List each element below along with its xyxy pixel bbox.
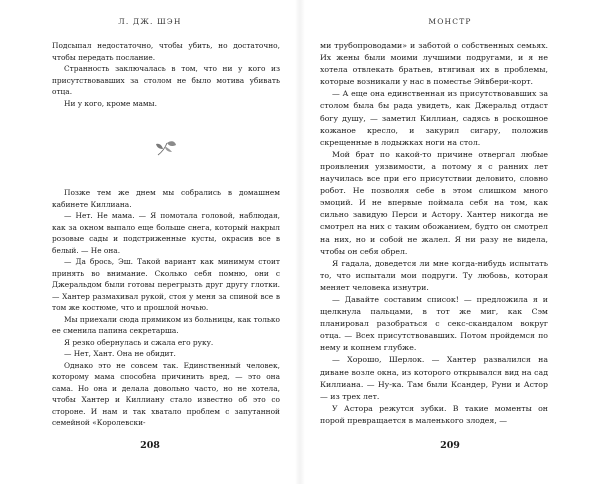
paragraph: Однако это не совсем так. Единственный человек, которому мама способна причинить вред, — это она сама. Но она и делала довольно часто, но не хотела, чтобы Хантер и Киллиану стало известно об это со стороне. И нам и так хватало проблем с запутанной семейной «Королевски- xyxy=(52,360,280,427)
paragraph: Мой брат по какой-то причине отвергал любые проявления уязвимости, а потому я с ранних лет научилась все при его присутствии деловито, словно робот. Не позволяя себе в этом слишком много эмоций. И не впервые поймала себя на том, как сильно завидую Перси и Астору. Хантер никогда не смотрел на них с таким обожанием, будто он смотрел на них, но и собой не жалел. Я ни разу не видела, чтобы он себя обрел. xyxy=(320,149,548,256)
paragraph: — Нет, Хант. Она не обидит. xyxy=(64,349,176,358)
paragraph: ми трубопроводами» и заботой о собственных семьях. Их жены были моими лучшими подругами, и я не хотела отвлекать братьев, втягивая их в проблемы, которые возникали у нас в поместье Эйвбери-корт. xyxy=(320,41,548,87)
page-number: 209 xyxy=(440,440,460,451)
paragraph: Позже тем же днем мы собрались в домашнем кабинете Киллиана. xyxy=(52,188,280,209)
paragraph: — Нет. Не мама. — Я помотала головой, наблюдая, как за окном выпало еще больше снега, который накрыл розовые сады и подстриженные кусты, окрасив все в белый. — Не она. xyxy=(52,211,280,255)
paragraph: Я гадала, доведется ли мне когда-нибудь испытать то, что испытали мои подруги. Ту любовь, которая меняет человека изнутри. xyxy=(320,258,548,292)
paragraph: — А еще она единственная из присутствовавших за столом была бы рада увидеть, как Джеральд отдаст богу душу, — заметил Киллиан, садясь в роскошное кожаное кресло, и закурил сигару, положив скрещенные в лодыжках ноги на стол. xyxy=(320,89,548,147)
paragraph: — Да брось, Эш. Такой вариант как минимум стоит принять во внимание. Сколько себя помню, они с Джеральдом были готовы перегрызть друг другу глотки. — Хантер размахивал рукой, стоя у меня за спиной все в том же костюме, что и прошлой ночью. xyxy=(52,257,280,312)
paragraph: Подсыпал недостаточно, чтобы убить, но достаточно, чтобы передать послание. xyxy=(52,41,280,62)
leaf-sprig-ornament-icon xyxy=(52,109,280,187)
running-head-author: Л. ДЖ. ШЭН xyxy=(118,17,182,26)
paragraph: — Давайте составим список! — предложила я и щелкнула пальцами, в тот же миг, как Сэм планировал разобраться с секс-скандалом вокруг отца. — Всех присутствовавших. Потом пройдемся по нему и копнем глубже. xyxy=(320,294,548,353)
left-text-block xyxy=(52,40,280,429)
paragraph: Ни у кого, кроме мамы. xyxy=(64,98,157,108)
right-page xyxy=(300,0,600,484)
running-head-title: МОНСТР xyxy=(428,17,472,26)
right-text-block xyxy=(320,40,548,427)
paragraph: Мы приехали сюда прямиком из больницы, как только ее сменила папина секретарша. xyxy=(52,314,280,335)
paragraph: — Хорошо, Шерлок. — Хантер развалился на диване возле окна, из которого открывался вид на сад Киллиана. — Ну-ка. Там были Ксандер, Руни и Астор — из трех лет. xyxy=(320,355,548,401)
paragraph: У Астора режутся зубки. В такие моменты он порой превращается в маленького злодея, — xyxy=(320,403,548,425)
paragraph: Странность заключалась в том, что ни у кого из присутствовавших за столом не было мотива убивать отца. xyxy=(52,64,280,96)
paragraph: Я резко обернулась и сжала его руку. xyxy=(64,337,214,347)
page-number: 208 xyxy=(140,440,160,451)
